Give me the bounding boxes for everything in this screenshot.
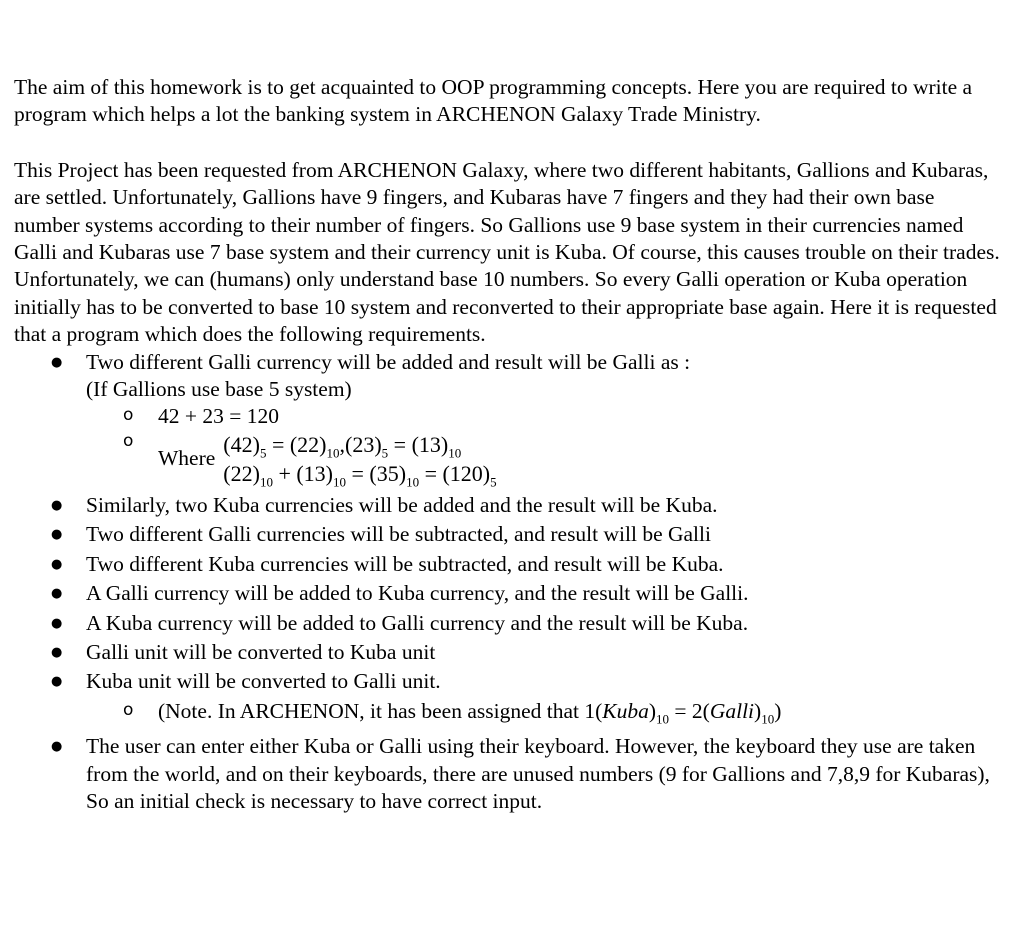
eq2-base-d: 5	[490, 474, 497, 490]
note-paren-2: )	[754, 698, 762, 723]
requirement-input-check: ● The user can enter either Kuba or Galli using their keyboard. However, the keyboard they use are taken from the world, and on their keyboards, there are unused numbers (9 for Gallions and 7,8,9 for Kubaras), So an initial check is necessary to have correct input.	[14, 733, 1004, 815]
eq1-base-b: 10	[326, 445, 340, 461]
eq1-base-d: 10	[448, 445, 462, 461]
requirement-galli-plus-kuba: ● A Galli currency will be added to Kuba currency, and the result will be Galli.	[14, 580, 1004, 607]
requirement-kuba-add: ● Similarly, two Kuba currencies will be added and the result will be Kuba.	[14, 492, 1004, 519]
eq1-term-a: (42)	[223, 431, 260, 457]
requirement-galli-to-kuba: ● Galli unit will be converted to Kuba unit	[14, 639, 1004, 666]
note-paren-1: )	[648, 698, 657, 723]
eq2-term-b: + (13)	[278, 460, 334, 486]
req1-line1: ● Two different Galli currency will be added and result will be Galli as :	[86, 349, 691, 374]
note-base-1: 10	[656, 711, 670, 727]
intro-paragraph: The aim of this homework is to get acquainted to OOP programming concepts. Here you are required to write a program which helps a lot the banking system in ARCHENON Galaxy Trade Ministry.	[14, 75, 973, 127]
eq2-base-a: 10	[259, 474, 273, 490]
conversion-equations	[223, 430, 496, 488]
note-end: )	[774, 698, 782, 723]
eq1-term-b: = (22)	[271, 431, 327, 457]
note-item	[86, 698, 1004, 725]
requirement-kuba-to-galli	[14, 668, 1004, 725]
eq2-term-a: (22)	[223, 460, 260, 486]
note-galli: Galli	[709, 698, 755, 723]
requirement-galli-subtract: ● Two different Galli currencies will be subtracted, and result will be Galli	[14, 521, 1004, 548]
equation-line-1	[223, 430, 496, 459]
requirement-kuba-plus-galli: ● A Kuba currency will be added to Galli currency and the result will be Kuba.	[14, 610, 1004, 637]
eq2-base-c: 10	[406, 474, 420, 490]
eq1-term-c: ,(23)	[339, 431, 382, 457]
eq2-term-c: = (35)	[351, 460, 407, 486]
document-body	[14, 74, 1004, 815]
eq2-base-b: 10	[333, 474, 347, 490]
req1-line2: (If Gallions use base 5 system)	[86, 377, 352, 402]
note-sublist	[86, 698, 1004, 725]
equation-line-2	[223, 459, 496, 488]
eq2-term-d: = (120)	[424, 460, 491, 486]
eq1-term-d: = (13)	[393, 431, 449, 457]
note-text: (Note. In ARCHENON, it has been assigned that 1(	[158, 698, 603, 723]
req8-text: ● Kuba unit will be converted to Galli unit.	[86, 669, 441, 694]
example-equation: 42 + 23 = 120	[158, 404, 280, 429]
note-equals: = 2(	[669, 698, 710, 723]
where-label: o Where	[158, 446, 216, 471]
where-item	[86, 429, 1004, 489]
example-item	[86, 403, 1004, 430]
project-paragraph: This Project has been requested from ARCHENON Galaxy, where two different habitants, Gallions and Kubaras, are settled. Unfortunately, Gallions have 9 fingers, and Kubaras have 7 fingers and they had their own base number systems according to their number of fingers. So Gallions use 9 base system in their currencies named Galli and Kubaras use 7 base system and their currency unit is Kuba. Of course, this causes trouble on their trades. Unfortunately, we can (humans) only understand base 10 numbers. So every Galli operation or Kuba operation initially has to be converted to base 10 system and reconverted to their appropriate base again. Here it is requested that a program which does the following requirements.	[14, 157, 1000, 347]
requirement-kuba-subtract: ● Two different Kuba currencies will be subtracted, and result will be Kuba.	[14, 551, 1004, 578]
example-sublist	[86, 403, 1004, 488]
eq1-base-c: 5	[381, 445, 389, 461]
eq1-base-a: 5	[259, 445, 267, 461]
note-base-2: 10	[761, 711, 775, 727]
requirement-galli-add	[14, 349, 1004, 489]
note-kuba: Kuba	[602, 698, 649, 723]
requirements-list	[14, 349, 1004, 816]
